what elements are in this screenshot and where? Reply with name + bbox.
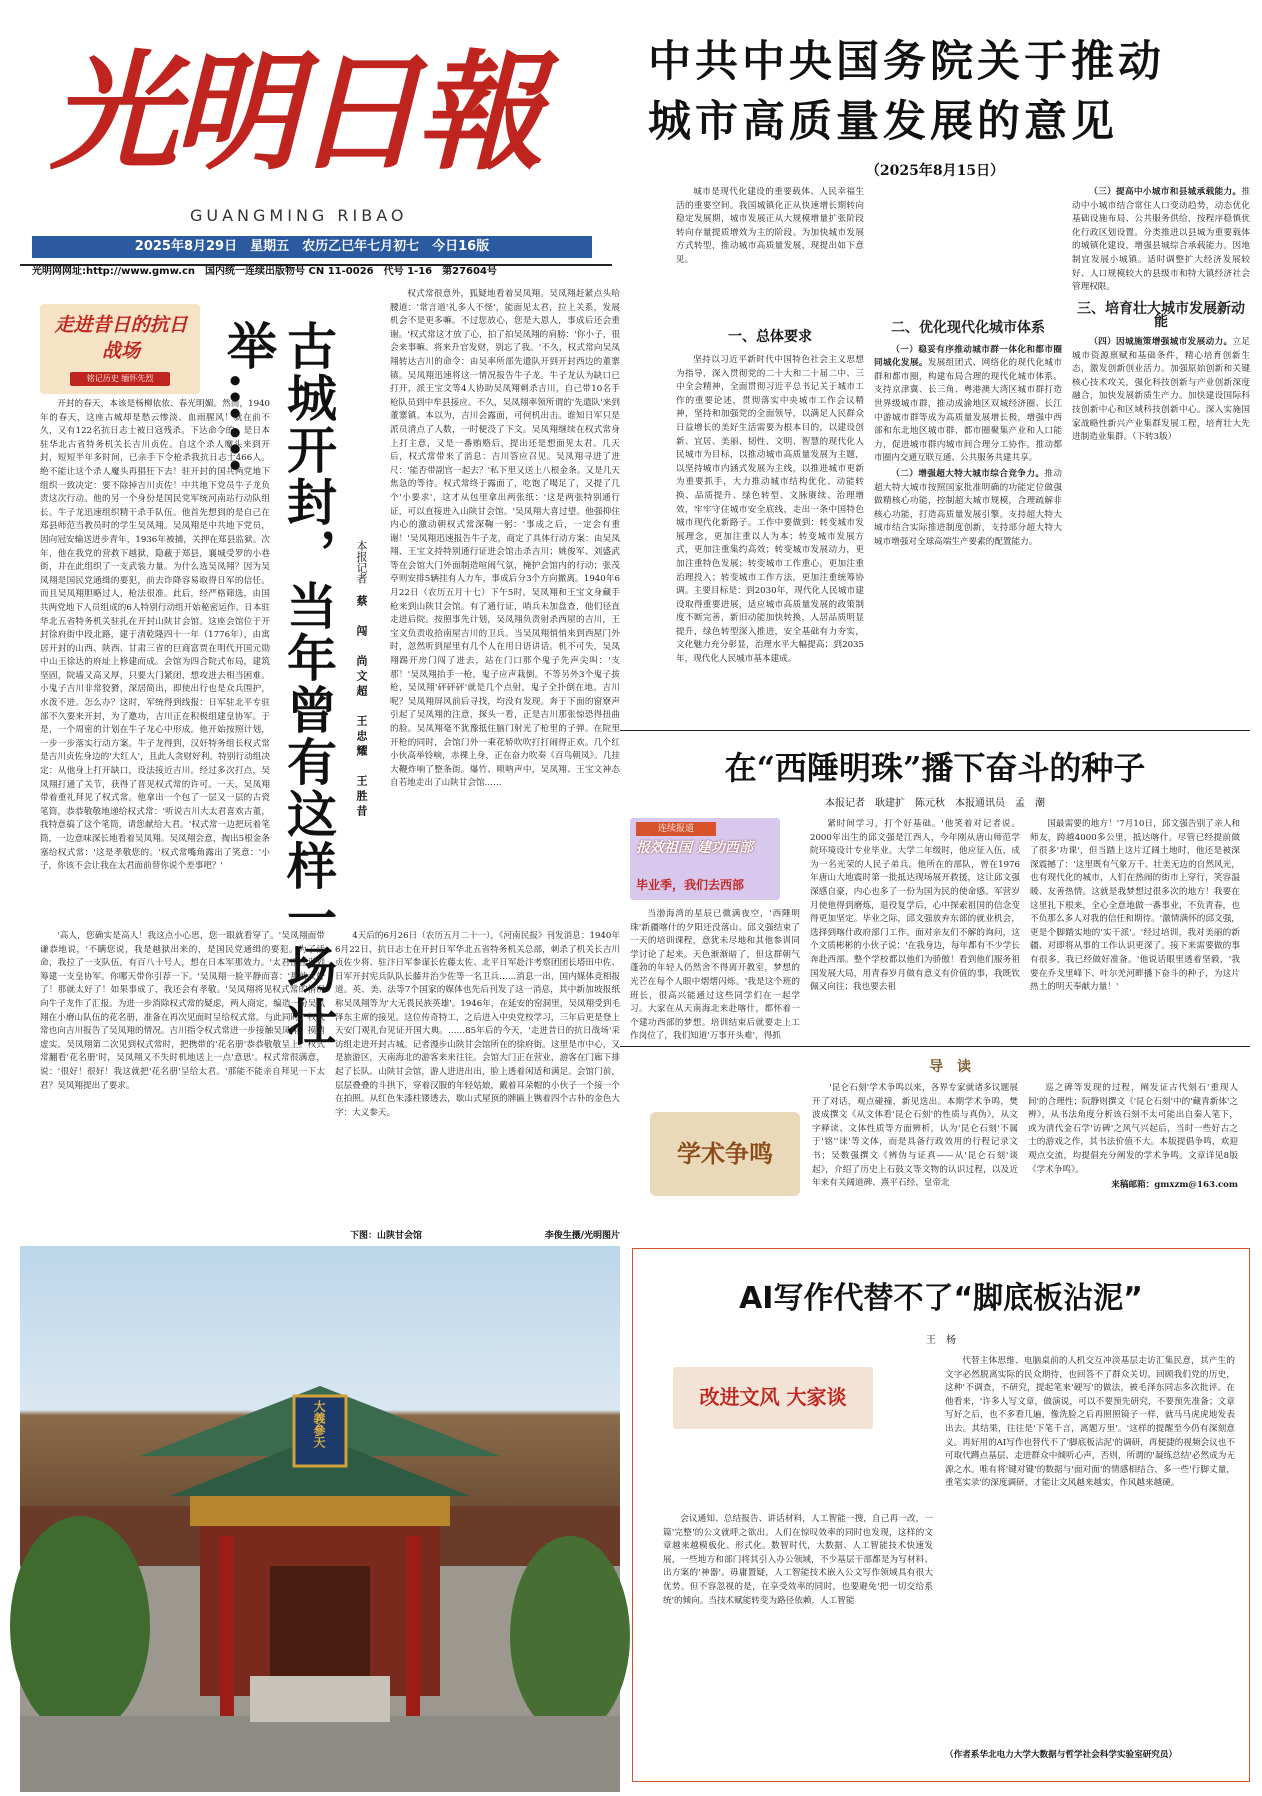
left-article-title: 古城开封，当年曾有这样一场壮举…… [219, 320, 338, 1048]
xichui-col3: 国最需要的地方！'7月10日，邱文强告别了亲人和师友，跨越4000多公里，抵达喀什。尽管已经提前做了很多'功课'，但当踏上这片辽阔土地时，他还是被深深震撼了：'这里既有气象万千、壮美无边的自然风光，也有现代化的城市，人们在热闹的街市上穿行，笑容温暖、友善热情。这就是我梦想过很多次的地方！我要在这里扎下根来，全心全意地做一番事业，不负青春，也不负那么多人对我的信任和期待。'激情满怀的邱文强，更是个脚踏实地的'实干派'。'经过培训，我对美丽的新疆、对即将从事的工作认识更深了。接下来需要做的事有很多，我已经做好准备。'他说话眼里透着坚毅，'我要在乔戈里峰下、叶尔羌河畔播下奋斗的种子，为这片热土的明天奉献力量！' [1030, 819, 1240, 993]
ai-badge-text: 改进文风 大家谈 [699, 1385, 847, 1409]
logo-pinyin: GUANGMING RIBAO [190, 206, 408, 225]
website-link[interactable]: 光明网网址:http://www.gmw.cn [32, 266, 196, 277]
hall-illustration [20, 1246, 620, 1792]
ai-badge [673, 1367, 873, 1429]
byline-prefix: 本报记者 [355, 540, 368, 584]
xichui-col1: 当渤海湾的星辰已微满夜空，'西陲明珠'新疆喀什的夕阳还没落山。邱文强结束了一天的培训课程，意犹未尽地和其他参训同学讨论了起来。天色渐渐暗了，但这群朝气蓬勃的年轻人仍然舍不得离开教室，梦想的光芒在每个人眼中熠熠闪烁。'我是这个班的班长，很高兴能通过这些同学们在一起学习。大家在从天南海北来赴喀什，都怀着一个建功西部的梦想。培训结束后就要走上工作岗位了，我们知道'万事开头难'，得抓 [630, 909, 800, 1042]
left-article-col3: 权式常很意外，狐疑地看着吴凤翔。吴凤翔赶紧点头哈腰道：'常言道'礼多人不怪'，能面见太君，拉上关系，发展机会不是更多嘛。不过您放心，您是大恩人，事成后还会重谢。'权式常这才放了心，拍了拍吴凤翔的肩膀：'你小子，很会来事嘛。将来升官发财，别忘了我。'不久，权式常向吴凤翔转达吉川的命令：由吴率所部先遣队开到开封西边的董寨镇。吴凤翔迅速将这一情况报告牛子龙。牛子龙认为缺口已打开，派王宝文等4人协助吴凤翔刺杀吉川，自己带10名手枪队员到中牟县接应。不久，吴凤翔率领所谓的'先遣队'来到董寨镇。本以为，吉川会露面，可何机出击。谁知日军只是派员清点了人数，一时便没了下文。吴凤翔继续在权式常身上打主意，又是一番贿赂后，提出还是想面见太君。几天后，权式常带来了消息：吉川答应召见。吴凤翔寻进了进尺：'能否带副官一起去？'私下里又送上八根金条。又是几天焦急的等待。权式常终于露面了，吃饱了喝足了，又提了几个'小要求'，这才从包里拿出两张纸：'这是两张特别通行证，可以直接进入山陕甘会馆。'吴凤翔大喜过望。他强抑住内心的激动朝权式常深鞠一躬：'事成之后，一定会有重谢！'吴凤翔迅速报告牛子龙，商定了具体行动方案：由吴凤翔、王宝文持特别通行证进会馆击杀吉川；姚俊军、刘盛武等在会馆大门外面制造喧闹气氛，掩护会馆内的行动；张茂亭则安排5辆挂有人力车，事成后分3个方向撤离。1940年6月22日（农历五月十七）下午5时，吴凤翔和王宝文身藏手枪来到山陕甘会馆。有了通行证，哨兵未加盘查，他们径直走进后院。按照事先计划，吴凤翔负责射杀西屋的吉川，王宝文负责收拾南屋吉川的卫兵。当吴凤翔悄悄来到西屋门外时，忽然听到屋里有几个人在用日语讲话。机不可失，吴凤翔踢开房门闯了进去，站在门口那个鬼子先声尖叫：'支那！'吴凤翔抬手一枪，鬼子应声栽倒。不等另外3个鬼子拔枪，吴凤翔'砰砰砰'就是几个点射，鬼子全扑倒在地。吉川呢？吴凤翔屏风前后寻找，均没有发现。奔于下面的窗寮声引起了吴凤翔的注意，探头一看，正是吉川那张惊恐得扭曲的脸。吴凤翔毫不犹豫抵住脑门射光了枪里的子弹。在院里开枪的同时，会馆门外一乘花轿吹吹打打闹得正欢。几个红小伙高举铃响，赤裸上身，正在奋力吹奏《百鸟朝凤》。几挂大鞭炸响了整条街。爆竹、唢呐声中，吴凤翔、王宝文神态自若地走出了山陕甘会馆…… [390, 289, 620, 789]
ai-author: 王 杨 [926, 1335, 956, 1346]
masthead [20, 18, 600, 280]
xichui-badge [630, 818, 780, 900]
top-article-intro: 城市是现代化建设的重要载体、人民幸福生活的重要空间。我国城镇化正从快速增长期转向稳定发展期，城市发展正从大规模增量扩张阶段转向存量提质增效为主的阶段。为加快城市发展方式转型，推动城市高质量发展，现提出如下意见。 [676, 187, 864, 265]
daodu-badge[interactable] [650, 1112, 800, 1196]
badge-line2: 报效祖国 建功西部 [636, 840, 753, 856]
dateline-bar: 2025年8月29日 星期五 农历乙巳年七月初七 今日16版 [32, 236, 592, 258]
sub4-heading: （四）因城施策增强城市发展动力。 [1089, 336, 1233, 347]
masthead-divider [20, 264, 612, 266]
section1-title: 一、总体要求 [728, 329, 812, 345]
xichui-title: 在“西陲明珠”播下奋斗的种子 [724, 749, 1146, 787]
sub2-body: 推动超大特大城市按照国家批准明确的功能定位做强做精核心功能，控制超大城市规模，合理疏解非核心功能，打造高质量发展引擎。支持超大特大城市结合实际推进制度创新，支持部分超大特大城市增强对全球高端生产要素的配置能力。 [874, 468, 1062, 547]
top-article-col2 [874, 186, 1062, 716]
ai-col2: 代替主体思维、电脑桌前的人机交互冲淡基层走访汇集民意，其产生的文字必然脱离实际的民众期待，也回答不了群众关切。回顾我们党的历史，这种'不调查，不研究，提起笔来'硬写'的做法，被毛泽东同志多次批评。在他看来，'许多人写文章，做演说，可以不要预先研究，不要预先准备；文章写好之后，也不多看几遍，像洗脸之后再照照镜子一样，就马马虎虎地发表出去。其结果，往往是'下笔千言，离题万里'。'这样的提醒至今仍有深刻意义。再好用的AI写作也替代不了'脚底板沾泥'的调研，再便捷的视频会议也不可取代蹲点基层、走进群众中倾听心声，否则，所谓的'凝练总结'必然成为无源之水。唯有将'键对键'的数据与'面对面'的情感相结合，多一些'行脚丈量，重笔实录'的深度调研，才能让文风越来越实，作风越来越硬。 [945, 1356, 1235, 1489]
top-article-date: （2025年8月15日） [865, 163, 1005, 179]
photo-shanshangan-hall[interactable] [20, 1246, 620, 1792]
photo-caption [350, 1228, 620, 1242]
ai-affiliation: （作者系华北电力大学大数据与哲学社会科学实验室研究员） [945, 1750, 1178, 1760]
section3-title: 三、培育壮大城市发展新动能 [1077, 300, 1245, 331]
top-article-col3 [1072, 186, 1250, 716]
ai-col1: 会议通知、总结报告、讲话材料，人工智能一搜，自己再一改，一篇'完整'的公文就呼之欲出。人们在惊叹效率的同时也发现，这样的文章越来越模板化、形式化。数智时代，大数据、人工智能技术快速发展，一些地方和部门将其引入办公领域，不少基层干部都是为写材料、出方案的'神器'。毋庸置疑，人工智能技术嵌入公文写作领域具有很大优势。但不容忽视的是，在享受效率的同时，也要避免'把一切交给系统'的倾向。当技术赋能转变为路径依赖，人工智能 [663, 1514, 933, 1606]
badge-line3: 毕业季，我们去西部 [636, 878, 745, 892]
section1-body: 坚持以习近平新时代中国特色社会主义思想为指导，深入贯彻党的二十大和二十届二中、三中全会精神，全面贯彻习近平总书记关于城市工作的重要论述，贯彻落实中央城市工作会议精神，坚持和加强党的全面领导，以满足人民群众日益增长的美好生活需要为根本目的，以建设创新、宜居、美丽、韧性、文明、智慧的现代化人民城市为目标，以推动城市高质量发展为主题，以坚持城市内涵式发展为主线，以推进城市更新为重要抓手，大力推动城市结构优化、动能转换、品质提升、绿色转型、文脉赓续、治理增效，牢牢守住城市安全底线，走出一条中国特色城市现代化新路子。工作中要做到：转变城市发展理念，更加注重以人为本；转变城市发展方式，更加注重集约高效；转变城市发展动力，更加注重特色发展；转变城市工作重心，更加注重治理投入；转变城市工作方法，更加注重统筹协调。主要目标是：到2030年，现代化人民城市建设取得重要进展，适应城市高质量发展的政策制度不断完善，新旧动能加快转换，人居品质明显提升，绿色转型深入推进，安全基础有力夯实，文化魅力充分彰显，治理水平大幅提高；到2035年，现代化人民城市基本建成。 [676, 355, 864, 665]
ai-title: AI写作代替不了“脚底板沾泥” [739, 1281, 1143, 1316]
xichui-article [620, 736, 1250, 1042]
serial-number: 国内统一连续出版物号 CN 11-0026 代号 1-16 第27604号 [205, 266, 497, 277]
section2-title: 二、优化现代化城市体系 [891, 320, 1045, 336]
daodu-badge-text: 学术争鸣 [677, 1139, 773, 1168]
sub4-body: 立足城市资源禀赋和基础条件，精心培育创新生态，激发创新创业活力。加强原始创新和关键核心技术攻关，强化科技创新与产业创新深度融合，加快发展新质生产力。加快建设国际科技创新中心和区域科技创新中心。深入实施国家战略性新兴产业集群发展工程，培育壮大先进制造业集群。（下转3版） [1072, 336, 1250, 443]
caption-text: 下图：山陕甘会馆 [350, 1231, 423, 1241]
top-article [620, 36, 1250, 716]
series-badge-title: 走进昔日的抗日战场 [54, 314, 188, 362]
newspaper-logo[interactable]: 光明日報 [50, 38, 539, 188]
daodu-col1: '昆仑石刻'学术争鸣以来，各界专家就诸多议题展开了对话，观点碰撞，新见迭出。本期学术争鸣，樊波成撰文《从文体看'昆仑石刻'的性质与真伪》，从文字释读、文体性质等方面辨析，认为'昆仑石刻'不属于'铭''诔'等文体，而是具备行政效用的行程记录文书；吴数强撰文《辨伪与证真——从'昆仑石刻'谈起》，介绍了历史上石鼓文等文物的认识过程，以及近年来有关阔道碑、熹平石经、皇帝北 [812, 1083, 1018, 1189]
ai-article [632, 1248, 1250, 1782]
left-article-col1: 开封的春天，本该是杨柳依依、春光明媚。然而，1940年的春天，这座古城却是愁云惨淡、血雨腥风！就在前不久，又有122名抗日志士被日寇残杀。下达命令的，是日本驻华北古省特务机关长吉川贞佐。自这个杀人魔头来到开封，短短半年多时间，已亲手下令枪杀我抗日志士466人。绝不能让这个杀人魔头再猖狂下去！驻开封的国共两党地下组织一致决定：要不除掉吉川贞佐！中共地下党员牛子龙负责这次行动。他的另一个身份是国民党军统河南站行动队组长。牛子龙迅速组织精干杀手队伍。他首先想到的是自己在郑县师范当教员时的学生吴凤翔。吴凤翔是中共地下党员，因向冠安输送进步青年，1936年被捕，关押在郑县监狱。次年，他在我党的营救下越狱，隐蔽于郑县，襄城受罗的小巷街，并在此组织了一支武装力量。为什么选吴凤翔？因为吴凤翔是国民党通缉的要犯，前去诈降容易取得日军的信任。而且吴凤翔胆略过人，枪法很准。此后，经严格筛选，由国共两党地下人员组成的6人特别行动组开始秘密运作。日本驻华北五省特务机关驻扎在开封山陕甘会馆。这座会馆位于开封徐府街中段北路，建于清乾隆四十一年（1776年），由寓居开封的山西、陕西、甘肃三省的巨商富贾在明代开国元勋中山王徐达的府址上修建而成。会馆为四合院式布局，建筑坚固，院墙又高又厚，只要大门紧闭，想攻进去相当困难。小鬼子吉川非常狡猾，深居简出，即使出行也是众兵围护，水泼不进。怎么办？这时，军统得到线报：日军驻北平专驻部不久要来开封，为了邀功，吉川正在积极组建皇协军。于是，一个周密的计划在牛子龙心中形成。他开始按照计划，一步一步落实行动方案。牛子龙得到，汉奸特务组长权式常是吉川贞佐身边的'大红人'，且此人贪财好利。特别行动组决定：从他身上打开缺口，设法接近吉川。经过多次打点，吴凤翔打通了关节，获得了晋见权式常的许可。一天，吴凤翔带着重礼拜见了权式常。他拿出一个包了一层又一层的古瓷笔筒，恭恭敬敬地递给权式常：'听说吉川大太君喜欢古董，我特意搞了这个笔筒，请您献给大君。'权式常一边把玩着笔筒，一边意味深长地看着吴凤翔。吴凤翔会意，掏出5根金条塞给权式常：'这是孝敬您的。'权式常嘴角露出了笑意：'小子，你该不会让我在太君面前替你说个差事吧？' [40, 399, 270, 872]
daodu-title: 导 读 [929, 1059, 971, 1075]
series-badge [40, 304, 200, 394]
daodu-col2: 巡之碑等发现的过程，阐发证古代刻石'重现人间'的合理性；阮静则撰文《'昆仑石刻'中的'藏青新体'之辨》，从书法角度分析该石刻不太可能出自秦人笔下，或为清代金石学'访碑'之风气兴起后，当时一些好古之士的游戏之作，其书法价值不大。本版提倡争鸣，欢迎观点交流，均提倡充分阐发的学术争鸣。文章详见8版《学术争鸣》。 来稿邮箱：gmxzm@163.com [1028, 1083, 1238, 1191]
left-article-col2: '高人，您确实是高人！我这点小心思，您一眼就看穿了。'吴凤翔面带谦恭地说，'不瞒您说，我是越狱出来的，是国民党通缉的要犯。为了活命，我拉了一支队伍，有百八十号人，想在日本军那效力。'太君正在谋划筹建一支皇协军。你哪天带你引荐一下。'吴凤翔一脸平静而喜：'那就太好了！那就太好了！如果事成了，我还会有孝敬。'吴凤翔将见权式常的情况向牛子龙作了汇报。为进一步消除权式常的疑虑，两人商定，编造一份吴凤翔在小磨山队伍的花名册，准备在再次见面时呈给权式常。与此同时，权式常也向吉川报告了吴凤翔的情况。吉川指令权式常进一步接触吴凤翔，摸清虚实。吴凤翔第二次见到权式常时，把携带的'花名册'恭恭敬敬呈上。权式常翻看'花名册'时，吴凤翔又不失时机地送上一点'意思'。权式常很满意，说：'很好！很好！我这就把'花名册'呈给太君。'那能不能亲自拜见一下太君？吴凤翔提出了要求。 [40, 931, 325, 1091]
top-article-divider [620, 730, 1250, 731]
plaque-text: 大義參天 [312, 1400, 326, 1448]
sub1-heading: （一）稳妥有序推动城市群一体化和都市圈同城化发展。 [874, 344, 1062, 369]
daodu-email[interactable]: 来稿邮箱：gmxzm@163.com [1111, 1180, 1238, 1191]
sub3-body: 推动中小城市结合常住人口变动趋势，动态优化基础设施布局、公共服务供给，按程序稳慎优化行政区划设置。分类推进以县城为重要载体的城镇化建设，增强县城综合承载能力。因地制宜发展小城镇。适时调整扩大经济发展较好、人口规模较大的县级市和特大镇经济社会管理权限。 [1072, 187, 1250, 293]
top-article-title-line2: 城市高质量发展的意见 [648, 97, 1118, 147]
top-article-title-line1: 中共中央国务院关于推动 [648, 37, 1165, 87]
xichui-col2: 紧时间学习，打个好基础。'他笑着对记者说。2000年出生的邱文强是江西人，今年刚从唐山师范学院环境设计专业毕业。大学二年级时，他应征入伍，成为一名光荣的人民子弟兵。他所在的部队，曾在1976年唐山大地震时第一批抵达现场展开救援，这让邱文强深感自豪，内心也多了一份为国为民的使命感。军营岁月使他得到磨炼，退役复学后，心中探索祖国的信念变得更加坚定。毕业之际，邱文强放弃东部的就业机会，选择到喀什政府部门工作。面对亲友们不解的询问，这个文质彬彬的小伙子说：'在我身边，每年都有不少学长奔赴西部。整个学校都以他们为骄傲！看到他们服务祖国发展大局，用青春岁月做有意义有价值的事，我既钦佩又向往；我也要去祖 [810, 819, 1020, 993]
series-badge-sub: 铭记历史 缅怀先烈 [70, 372, 170, 386]
sub2-heading: （二）增强超大特大城市综合竞争力。 [891, 468, 1045, 479]
badge-line1: 连续报道 [636, 822, 716, 836]
left-article-col4: 4天后的6月26日（农历五月二十一），《河南民报》刊发消息：1940年6月22日，抗日志士在开封日军华北五省特务机关总部，刺杀了机关长吉川贞佐少将、驻汴日军参谋长佐藤太佐、北平日军赴汴考察团团长塔田中佐、日军开封宪兵队队长藤井治少佐等一名卫兵……消息一出，国内媒体竞相报道。英、美、法等7个国家的媒体也先后刊发了这一消息，其中新加坡报纸称吴凤翔等为'大无畏民族英雄'。1946年，在延安的窑洞里，吴凤翔受到毛泽东主席的接见。这位传奇特工，之后进入中央党校学习，三年后更是登上天安门观礼台见证开国大典。……85年后的今天，'走进昔日的抗日战场'采访组走进开封古城。记者漫步山陕甘会馆所在的徐府街。这里是市中心，又是旅游区，天南海北的游客来来往往。会馆大门正在营业，游客在门廊下排起了长队。山陕甘会馆，游人进进出出，脸上透着闲适和满足。会馆门前，层层叠叠的斗拱下，穿着汉服的年轻姑娘，戴着耳朵帽的小伙子一个接一个在拍照。从红色朱漆柱镂透去，歇山式屋顶的牌匾上镌着四个古朴的金色大字：大义参天。 [335, 931, 620, 1118]
sub3-heading: （三）提高中小城市和县城承载能力。 [1089, 187, 1242, 197]
photo-credit: 李俊生摄/光明图片 [544, 1231, 620, 1241]
daodu-box [640, 1056, 1250, 1236]
byline-authors: 蔡 闯 尚文超 王忠耀 王胜昔 [355, 595, 368, 820]
xichui-byline: 本报记者 耿建扩 陈元秋 本报通讯员 孟 潮 [825, 798, 1045, 809]
sub1-body: 发展组团式、网络化的现代化城市群和都市圈，构建布局合理的现代化城市体系。支持京津冀、长三角、粤港澳大湾区城市群打造世界级城市群，推动成渝地区双城经济圈、长江中游城市群等成为高质量发展增长极，增强中西部和东北地区城市群、都市圈聚集产业和人口能力，促进城市群内城市间合理分工协作。推动都市圈内交通互联互通、公共服务共建共享。 [874, 358, 1062, 464]
xichui-divider [620, 1046, 1250, 1047]
